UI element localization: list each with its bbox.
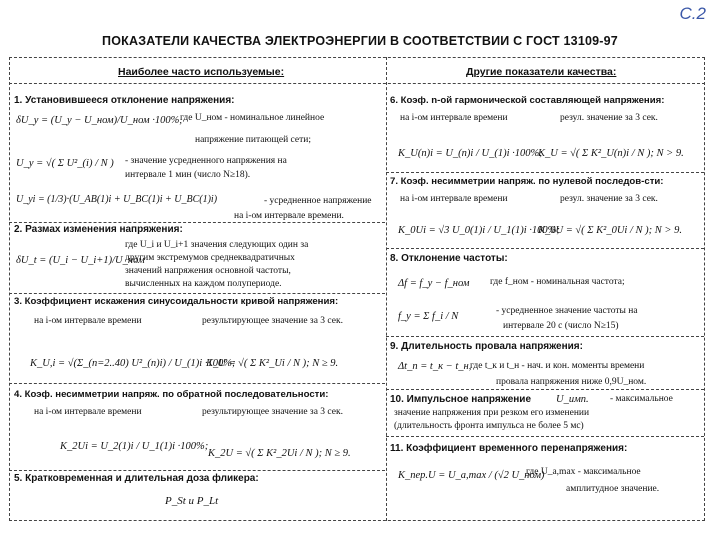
text-note: на i-ом интервале времени <box>400 113 508 123</box>
text-note: где t_к и t_н - нач. и кон. моменты времени <box>470 361 645 371</box>
text-note: - усредненное значение частоты на <box>496 306 638 316</box>
text-note: вычисленных на каждом полупериоде. <box>125 279 282 289</box>
text-note: где U_i и U_i+1 значения следующих один за <box>125 240 309 250</box>
section-divider <box>386 248 704 249</box>
formula-average-frequency: f_y = Σ f_i / N <box>398 311 459 322</box>
formula-frequency-deviation: Δf = f_y − f_ном <box>398 278 470 289</box>
text-note: амплитудное значение. <box>566 484 660 494</box>
section-divider <box>9 293 385 294</box>
section-2-title: 2. Размах изменения напряжения: <box>14 224 183 235</box>
text-note: значений напряжения основной частоты, <box>125 266 291 276</box>
text-note: где U_ном - номинальное линейное <box>180 113 325 123</box>
text-note: интервале 20 с (число N≥15) <box>503 321 619 331</box>
text-note: интервале 1 мин (число N≥18). <box>125 170 251 180</box>
section-divider <box>9 470 385 471</box>
section-divider <box>9 383 385 384</box>
formula-average-voltage: U_y = √( Σ U²_(i) / N ) <box>16 158 114 169</box>
formula-harmonic-distortion-result: K_U = √( Σ K²_Ui / N ); N ≥ 9. <box>206 358 339 369</box>
text-note: результирующее значение за 3 сек. <box>202 316 343 326</box>
section-divider <box>9 222 385 223</box>
left-column-header: Наиболее часто используемые: <box>118 66 285 78</box>
page-number: С.2 <box>679 4 706 23</box>
page-title: ПОКАЗАТЕЛИ КАЧЕСТВА ЭЛЕКТРОЭНЕРГИИ В СООТВЕТСТВИИ С ГОСТ 13109-97 <box>102 34 618 48</box>
section-7-title: 7. Коэф. несимметрии напряж. по нулевой последов-сти: <box>390 176 664 187</box>
formula-flicker-dose: P_St и P_Lt <box>165 495 219 507</box>
text-note: результирующее значение за 3 сек. <box>202 407 343 417</box>
section-divider <box>386 336 704 337</box>
section-6-title: 6. Коэф. n-ой гармонической составляющей напряжения: <box>390 95 665 106</box>
section-8-title: 8. Отклонение частоты: <box>390 253 508 264</box>
section-5-title: 5. Кратковременная и длительная доза фликера: <box>14 473 259 484</box>
text-note: где f_ном - номинальная частота; <box>490 277 625 287</box>
formula-voltage-deviation: δU_y = (U_y − U_ном)/U_ном ·100%, <box>16 115 183 126</box>
text-note: - значение усредненного напряжения на <box>125 156 287 166</box>
text-note: провала напряжения ниже 0,9U_ном. <box>496 377 647 387</box>
formula-temporary-overvoltage: K_пер.U = U_a,max / (√2 U_ном) <box>398 470 545 481</box>
text-note: - максимальное <box>610 394 673 404</box>
section-1-title: 1. Установившееся отклонение напряжения: <box>14 95 235 106</box>
formula-zero-sequence: K_0Ui = √3 U_0(1)i / U_1(1)i ·100%; <box>398 225 560 236</box>
formula-negative-sequence-result: K_2U = √( Σ K²_2Ui / N ); N ≥ 9. <box>208 448 351 459</box>
text-note: где U_a,max - максимальное <box>526 467 641 477</box>
text-note: напряжение питающей сети; <box>195 135 311 145</box>
formula-negative-sequence: K_2Ui = U_2(1)i / U_1(1)i ·100%; <box>60 441 209 452</box>
text-note: - усредненное напряжение <box>264 196 372 206</box>
header-divider <box>9 83 705 84</box>
formula-harmonic-distortion: K_U,i = √(Σ_(n=2..40) U²_(n)i) / U_(1)i ·100%; <box>30 358 236 369</box>
column-divider <box>386 57 387 521</box>
text-note: резул. значение за 3 сек. <box>560 194 658 204</box>
formula-harmonic-coefficient-result: K_U = √( Σ K²_U(n)i / N ); N > 9. <box>538 148 684 159</box>
text-note: на i-ом интервале времени <box>400 194 508 204</box>
text-note: резул. значение за 3 сек. <box>560 113 658 123</box>
section-divider <box>386 436 704 437</box>
formula-harmonic-coefficient: K_U(n)i = U_(n)i / U_(1)i ·100%; <box>398 148 543 159</box>
section-4-title: 4. Коэф. несимметрии напряж. по обратной последовательности: <box>14 389 329 400</box>
formula-voltage-swing: δU_t = (U_i − U_i+1)/U_ном <box>16 255 145 266</box>
text-note: значение напряжения при резком его изменении <box>394 408 590 418</box>
text-note: на i-ом интервале времени <box>34 316 142 326</box>
section-10-title: 10. Импульсное напряжение <box>390 394 532 405</box>
text-note: на i-ом интервале времени <box>34 407 142 417</box>
text-note: на i-ом интервале времени. <box>234 211 344 221</box>
formula-zero-sequence-result: K_0U = √( Σ K²_0Ui / N ); N > 9. <box>538 225 682 236</box>
formula-impulse-voltage: U_имп. <box>556 394 589 405</box>
formula-average-voltage-phases: U_yi = (1/3)·(U_AB(1)i + U_BC(1)i + U_BC(1)i) <box>16 194 218 205</box>
section-3-title: 3. Коэффициент искажения синусоидальности кривой напряжения: <box>14 296 339 307</box>
text-note: другим экстремумов среднеквадратичных <box>125 253 295 263</box>
section-divider <box>386 172 704 173</box>
right-column-header: Другие показатели качества: <box>466 66 617 78</box>
section-divider <box>386 389 704 390</box>
formula-dip-duration: Δt_п = t_к − t_н, <box>398 361 472 372</box>
text-note: (длительность фронта импульса не более 5 мс) <box>394 421 584 431</box>
section-9-title: 9. Длительность провала напряжения: <box>390 341 583 352</box>
section-11-title: 11. Коэффициент временного перенапряжения: <box>390 443 628 454</box>
